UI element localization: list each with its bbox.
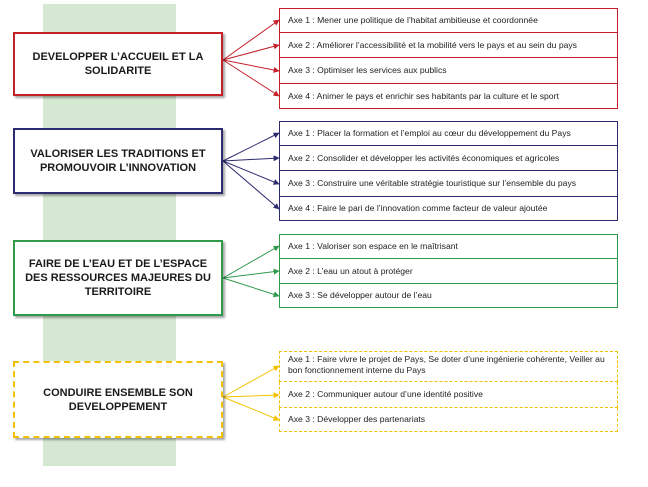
- axis-label: Axe 4 : Animer le pays et enrichir ses habitants par la culture et le sport: [288, 90, 559, 101]
- objective-title: DEVELOPPER L’ACCUEIL ET LA SOLIDARITE: [32, 51, 204, 77]
- axis-label: Axe 3 : Se développer autour de l’eau: [288, 290, 432, 300]
- axis-box: [279, 259, 618, 284]
- axis-label: Axe 2 : Améliorer l’accessibilité et la mobilité vers le pays et au sein du pays: [288, 39, 577, 50]
- objective-box-eau-espace: [13, 240, 223, 316]
- axis-box: [279, 382, 618, 408]
- axis-box: [279, 351, 618, 382]
- connector-4-3: [223, 397, 279, 420]
- axis-box: [279, 33, 618, 58]
- connector-3-3: [223, 278, 279, 296]
- axis-box: [279, 234, 618, 259]
- objective-title: VALORISER LES TRADITIONS ET PROMOUVOIR L’INNOVATION: [30, 148, 206, 174]
- axis-box: [279, 171, 618, 197]
- axis-label: Axe 3 : Développer des partenariats: [288, 414, 426, 424]
- connector-4-1: [223, 366, 279, 397]
- objective-box-accueil: [13, 32, 223, 96]
- connector-1-1: [223, 20, 279, 60]
- axis-label: Axe 1 : Mener une politique de l’habitat ambitieuse et coordonnée: [288, 15, 538, 25]
- axis-box: [279, 197, 618, 221]
- axis-box: [279, 408, 618, 432]
- axis-label: Axe 4 : Faire le pari de l’innovation comme facteur de valeur ajoutée: [288, 203, 548, 213]
- objective-title: FAIRE DE L’EAU ET DE L’ESPACE DES RESSOURCES MAJEURES DU TERRITOIRE: [25, 258, 211, 298]
- axis-label: Axe 2 : Communiquer autour d’une identité positive: [288, 389, 483, 399]
- connector-1-2: [223, 45, 279, 60]
- axis-label: Axe 3 : Construire une véritable stratégie touristique sur l’ensemble du pays: [288, 178, 577, 188]
- axis-label: Axe 3 : Optimiser les services aux publics: [288, 65, 447, 75]
- axis-box: [279, 8, 618, 33]
- axis-label: Axe 1 : Faire vivre le projet de Pays, Se doter d’une ingénierie cohérente, Veiller au bon fonctionnement interne du Pays: [288, 354, 605, 375]
- connector-3-1: [223, 246, 279, 278]
- connector-2-2: [223, 158, 279, 161]
- axis-box: [279, 58, 618, 84]
- axis-box: [279, 121, 618, 146]
- axis-label: Axe 1 : Placer la formation et l’emploi au cœur du développement du Pays: [288, 128, 571, 138]
- objective-box-conduire: [13, 361, 223, 438]
- objective-title: CONDUIRE ENSEMBLE SON DEVELOPPEMENT: [43, 386, 193, 413]
- connector-3-2: [223, 271, 279, 278]
- axis-box: [279, 146, 618, 171]
- objective-box-traditions: [13, 128, 223, 194]
- connector-2-1: [223, 133, 279, 161]
- axis-label: Axe 2 : L’eau un atout à protéger: [288, 265, 413, 276]
- connector-4-2: [223, 395, 279, 397]
- axis-box: [279, 84, 618, 109]
- connector-2-3: [223, 161, 279, 184]
- axis-label: Axe 1 : Valoriser son espace en le maîtrisant: [288, 241, 458, 251]
- axis-box: [279, 284, 618, 308]
- connector-2-4: [223, 161, 279, 209]
- axis-label: Axe 2 : Consolider et développer les activités économiques et agricoles: [288, 152, 560, 163]
